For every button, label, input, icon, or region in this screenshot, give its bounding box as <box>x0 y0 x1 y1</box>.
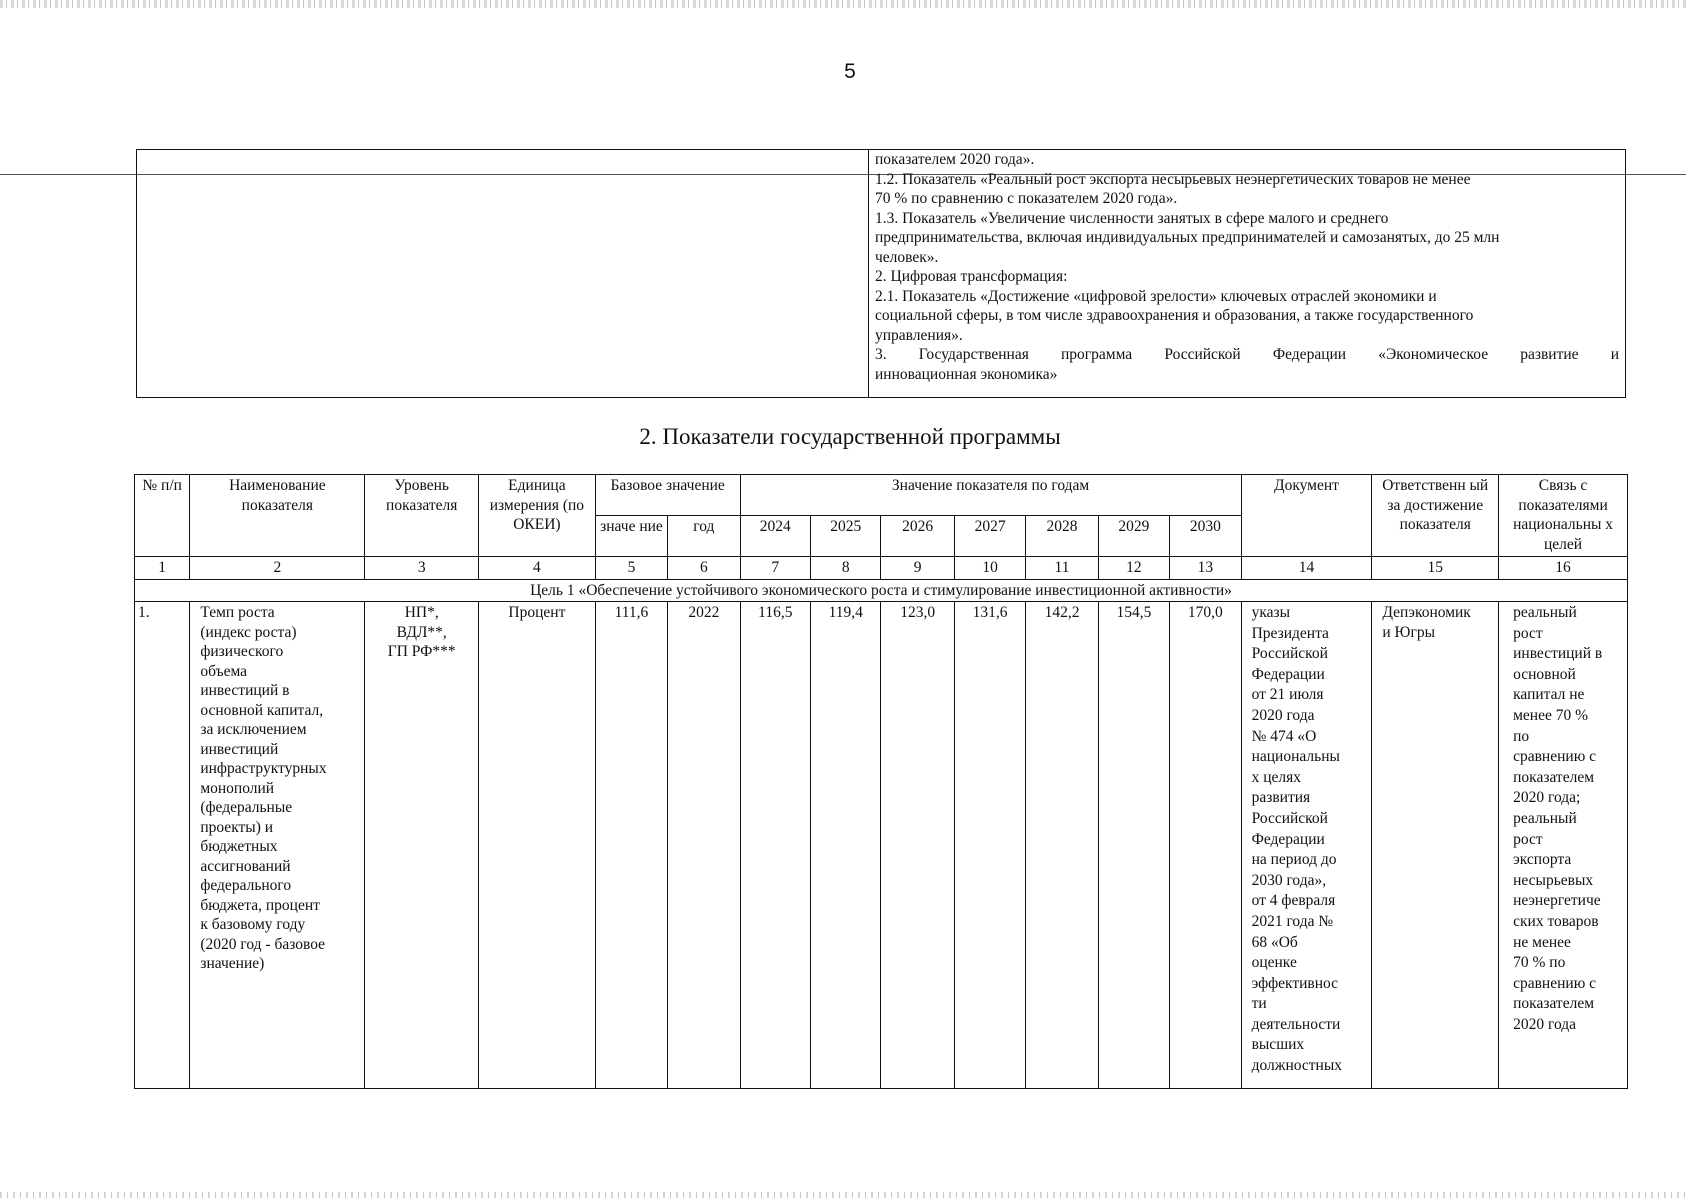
page-number: 5 <box>844 60 856 83</box>
row-responsible-line: и Югры <box>1382 623 1435 641</box>
header-base-year: год <box>668 516 740 557</box>
row-name-line: инфраструктурных <box>200 760 327 777</box>
row-link-line: неэнергетиче <box>1513 892 1601 910</box>
column-number: 15 <box>1372 557 1499 580</box>
row-document-line: от 21 июля <box>1251 686 1324 704</box>
continuation-line: предпринимательства, включая индивидуальных предпринимателей и самозанятых, до 25 млн <box>875 229 1500 246</box>
row-unit: Процент <box>479 602 596 1089</box>
row-document-line: высших <box>1251 1036 1305 1054</box>
row-link-line: несырьевых <box>1513 871 1594 889</box>
row-link-line: показателем <box>1513 768 1595 786</box>
row-level-line: ВДЛ**, <box>396 623 447 641</box>
row-name-line: бюджетных <box>200 838 278 855</box>
section-title: 2. Показатели государственной программы <box>639 424 1061 449</box>
header-by-years: Значение показателя по годам <box>740 475 1241 516</box>
row-link-line: основной <box>1513 665 1576 683</box>
row-name-line: ассигнований <box>200 857 291 875</box>
row-document-line: 68 «Об <box>1251 933 1298 951</box>
row-document-line: от 4 февраля <box>1251 892 1336 910</box>
row-name-line: за исключением <box>200 721 307 738</box>
row-name-line: (федеральные <box>200 799 293 816</box>
row-link-line: экспорта <box>1513 851 1572 869</box>
column-number: 13 <box>1170 557 1241 580</box>
row-document-line: Президента <box>1251 624 1329 642</box>
row-link-line: показателем <box>1513 995 1595 1013</box>
continuation-line: 70 % по сравнению с показателем 2020 года». <box>875 190 1178 207</box>
row-num: 1. <box>135 602 190 1089</box>
continuation-line: 3. Государственная программа Российской Федерации «Экономическое развитие и <box>875 346 1619 363</box>
row-document-line: оценке <box>1251 954 1297 972</box>
row-link-line: 70 % по <box>1513 954 1566 972</box>
continuation-table <box>136 149 1626 398</box>
row-name-line: (2020 год - базовое <box>200 935 326 953</box>
column-number: 6 <box>668 557 740 580</box>
header-base-value: значе ние <box>595 516 667 557</box>
row-name-line: бюджета, процент <box>200 896 320 914</box>
row-document-line: Российской <box>1251 809 1328 827</box>
row-link-line: 2020 года <box>1513 1015 1577 1033</box>
row-document-line: № 474 «О <box>1251 727 1317 745</box>
row-link-line: реальный <box>1513 809 1577 827</box>
row-responsible-line: Депэкономик <box>1382 604 1471 621</box>
row-value-2029: 154,5 <box>1098 602 1169 1089</box>
header-responsible: Ответственн ый за достижение показателя <box>1372 475 1499 557</box>
row-document-line: на период до <box>1251 851 1337 869</box>
continuation-line: инновационная экономика» <box>875 365 1058 383</box>
row-name-line: физического <box>200 643 284 660</box>
row-link-line: сравнению с <box>1513 974 1597 992</box>
row-document-line: должностных <box>1251 1057 1342 1075</box>
row-name-line: объема <box>200 662 248 680</box>
continuation-right-cell <box>869 150 1625 397</box>
header-year: 2028 <box>1026 516 1098 557</box>
row-value-2030: 170,0 <box>1170 602 1241 1089</box>
table-row <box>135 602 1628 1089</box>
indicators-table <box>134 474 1628 1089</box>
header-link: Связь с показателями национальны х целей <box>1499 475 1628 557</box>
header-num: № п/п <box>135 475 190 557</box>
column-number: 14 <box>1241 557 1372 580</box>
row-document-line: 2021 года № <box>1251 912 1334 930</box>
column-number: 3 <box>365 557 479 580</box>
column-number: 4 <box>479 557 596 580</box>
header-year: 2025 <box>811 516 881 557</box>
header-year: 2029 <box>1098 516 1169 557</box>
row-link-line: капитал не <box>1513 686 1585 704</box>
row-document-line: ти <box>1251 995 1267 1013</box>
row-name <box>190 602 365 1089</box>
column-number: 8 <box>811 557 881 580</box>
continuation-line: социальной сферы, в том числе здравоохранения и образования, а также государственного <box>875 307 1474 324</box>
row-document-line: национальны <box>1251 748 1340 766</box>
row-document-line: эффективнос <box>1251 974 1339 992</box>
row-name-line: проекты) и <box>200 818 274 836</box>
row-name-line: инвестиций в <box>200 682 290 699</box>
continuation-line: 2.1. Показатель «Достижение «цифровой зрелости» ключевых отраслей экономики и <box>875 287 1437 305</box>
row-name-line: инвестиций <box>200 740 279 758</box>
row-document-line: Федерации <box>1251 830 1325 848</box>
row-name-line: к базовому году <box>200 916 306 933</box>
row-document-line: указы <box>1251 604 1291 621</box>
header-document: Документ <box>1241 475 1372 557</box>
continuation-line: человек». <box>875 248 939 266</box>
row-level-line: НП*, <box>404 604 439 621</box>
row-document-line: Федерации <box>1251 665 1325 683</box>
row-link-line: ских товаров <box>1513 912 1599 930</box>
row-value-2025: 119,4 <box>811 602 881 1089</box>
column-number: 11 <box>1026 557 1098 580</box>
scan-edge-bottom <box>0 1192 1686 1198</box>
row-link-line: по <box>1513 727 1530 745</box>
row-value-2026: 123,0 <box>881 602 954 1089</box>
column-number: 1 <box>135 557 190 580</box>
row-link-line: рост <box>1513 624 1543 642</box>
continuation-line: 2. Цифровая трансформация: <box>875 268 1068 285</box>
header-year: 2026 <box>881 516 954 557</box>
row-base-year: 2022 <box>668 602 740 1089</box>
column-number: 2 <box>190 557 365 580</box>
row-document <box>1241 602 1372 1089</box>
row-link-line: реальный <box>1513 604 1577 621</box>
header-year: 2027 <box>954 516 1025 557</box>
continuation-line: показателем 2020 года». <box>875 151 1035 168</box>
continuation-line: управления». <box>875 326 963 344</box>
row-name-line: основной капитал, <box>200 701 324 719</box>
row-document-line: Российской <box>1251 645 1328 663</box>
header-unit: Единица измерения (по ОКЕИ) <box>479 475 596 557</box>
header-year: 2030 <box>1170 516 1241 557</box>
row-name-line: федерального <box>200 877 292 894</box>
continuation-line: 1.3. Показатель «Увеличение численности занятых в сфере малого и среднего <box>875 209 1389 227</box>
column-number: 10 <box>954 557 1025 580</box>
header-level: Уровень показателя <box>365 475 479 557</box>
row-level-line: ГП РФ*** <box>387 643 456 660</box>
row-name-line: монополий <box>200 779 275 797</box>
row-document-line: 2020 года <box>1251 706 1315 724</box>
column-number: 12 <box>1098 557 1169 580</box>
column-number: 5 <box>595 557 667 580</box>
row-name-line: Темп роста <box>200 604 275 621</box>
continuation-line: 1.2. Показатель «Реальный рост экспорта несырьевых неэнергетических товаров не менее <box>875 170 1471 188</box>
row-document-line: х целях <box>1251 768 1301 786</box>
continuation-left-cell <box>137 150 869 397</box>
column-number: 16 <box>1499 557 1628 580</box>
column-number: 9 <box>881 557 954 580</box>
row-link-line: рост <box>1513 830 1543 848</box>
row-responsible <box>1372 602 1499 1089</box>
row-value-2024: 116,5 <box>740 602 810 1089</box>
row-document-line: деятельности <box>1251 1015 1341 1033</box>
row-link-line: менее 70 % <box>1513 706 1589 724</box>
row-base-value: 111,6 <box>595 602 667 1089</box>
row-level <box>365 602 479 1089</box>
scan-edge-top <box>0 0 1686 8</box>
row-link-line: не менее <box>1513 933 1571 951</box>
goal-row: Цель 1 «Обеспечение устойчивого экономического роста и стимулирование инвестиционной активности» <box>135 579 1628 602</box>
header-base: Базовое значение <box>595 475 740 516</box>
header-name: Наименование показателя <box>190 475 365 557</box>
row-link-line: сравнению с <box>1513 748 1597 766</box>
row-value-2028: 142,2 <box>1026 602 1098 1089</box>
row-link <box>1499 602 1628 1089</box>
row-document-line: развития <box>1251 789 1311 807</box>
row-name-line: (индекс роста) <box>200 623 297 641</box>
header-year: 2024 <box>740 516 810 557</box>
row-link-line: инвестиций в <box>1513 645 1603 663</box>
row-name-line: значение) <box>200 955 265 972</box>
column-number: 7 <box>740 557 810 580</box>
row-value-2027: 131,6 <box>954 602 1025 1089</box>
row-document-line: 2030 года», <box>1251 871 1327 889</box>
row-link-line: 2020 года; <box>1513 789 1581 807</box>
